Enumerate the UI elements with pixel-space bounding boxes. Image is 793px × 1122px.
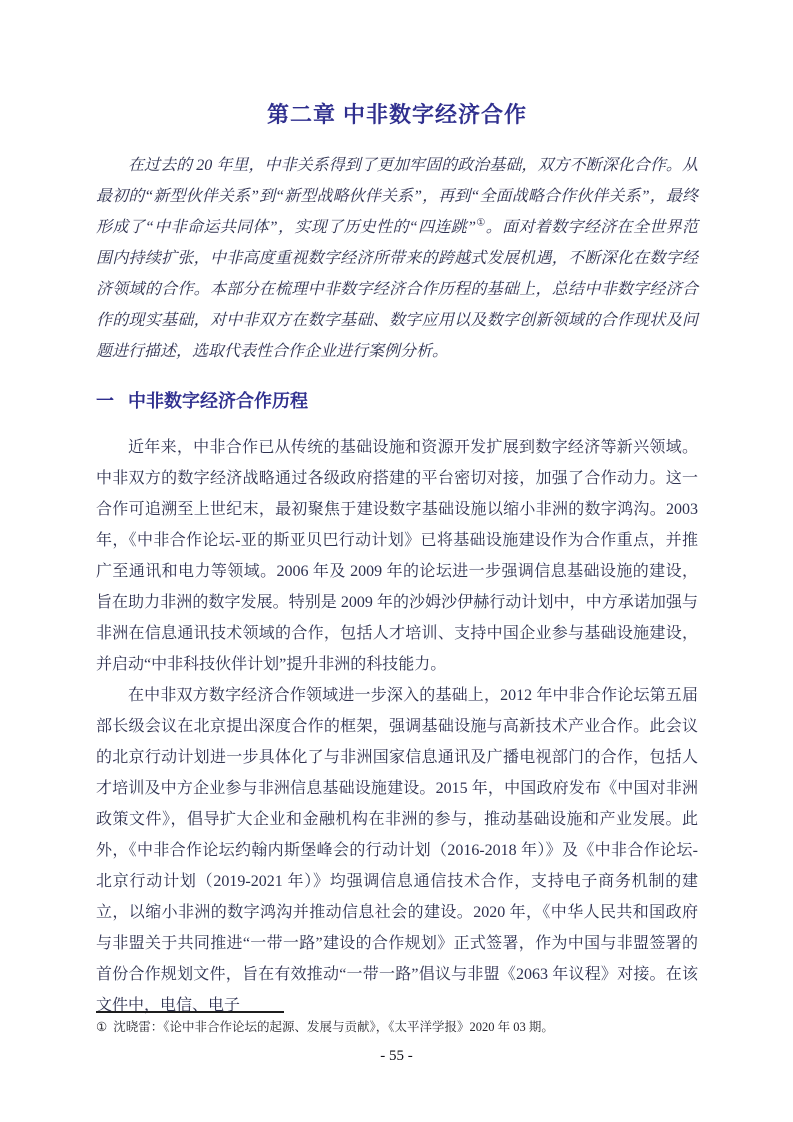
- section-heading: [96, 389, 698, 413]
- section-title: 中非数字经济合作历程: [128, 391, 308, 411]
- intro-paragraph: [96, 150, 698, 367]
- footnote: [96, 1018, 698, 1036]
- intro-text-after-ref: 。面对着数字经济在全世界范围内持续扩张，中非高度重视数字经济所带来的跨越式发展机遇，不断深化在数字经济领域的合作。本部分在梳理中非数字经济合作历程的基础上，总结中非数字经济合作的现实基础，对中非双方在数字基础、数字应用以及数字创新领域的合作现状及问题进行描述，选取代表性合作企业进行案例分析。: [96, 219, 698, 360]
- footnote-text: 沈晓雷：《论中非合作论坛的起源、发展与贡献》，《太平洋学报》2020 年 03 期。: [113, 1020, 554, 1034]
- footnote-ref-marker: ①: [476, 217, 486, 229]
- body-paragraph-3: 在中非双方数字经济合作领域进一步深入的基础上，2012 年中非合作论坛第五届部长级会议在北京提出深度合作的框架，强调基础设施与高新技术产业合作。此会议的北京行动计划进一步具体化了与非洲国家信息通讯及广播电视部门的合作，包括人才培训及中方企业参与非洲信息基础设施建设。2015 年，中国政府发布《中国对非洲政策文件》，倡导扩大企业和金融机构在非洲的参与，推动基础设施和产业发展。此外，《中非合作论坛约翰内斯堡峰会的行动计划（2016-2018 年）》及《中非合作论坛-北京行动计划（2019-2021 年）》均强调信息通信技术合作，支持电子商务机制的建立，以缩小非洲的数字鸿沟并推动信息社会的建设。2020 年，《中华人民共和国政府与非盟关于共同推进“一带一路”建设的合作规划》正式签署，作为中国与非盟签署的首份合作规划文件，旨在有效推动“一带一路”倡议与非盟《2063 年议程》对接。在该文件中，电信、电子: [96, 687, 698, 1014]
- page-number: - 55 -: [380, 1048, 413, 1064]
- section-number: 一: [96, 391, 114, 411]
- intro-text-before-ref: 在过去的 20 年里，中非关系得到了更加牢固的政治基础，双方不断深化合作。从最初的“新型伙伴关系”到“新型战略伙伴关系”，再到“全面战略合作伙伴关系”，最终形成了“中非命运共同体”，实现了历史性的“四连跳”: [96, 157, 698, 236]
- footnote-marker: ①: [96, 1020, 108, 1034]
- page-content: [96, 0, 698, 1021]
- footnote-separator-rule: [96, 1011, 284, 1013]
- body-paragraph-2: 近年来，中非合作已从传统的基础设施和资源开发扩展到数字经济等新兴领域。中非双方的数字经济战略通过各级政府搭建的平台密切对接，加强了合作动力。这一合作可追溯至上世纪末，最初聚焦于建设数字基础设施以缩小非洲的数字鸿沟。2003 年，《中非合作论坛-亚的斯亚贝巴行动计划》已将基础设施建设作为合作重点，并推广至通讯和电力等领域。2006 年及 2009 年的论坛进一步强调信息基础设施的建设，旨在助力非洲的数字发展。特别是 2009 年的沙姆沙伊赫行动计划中，中方承诺加强与非洲在信息通讯技术领域的合作，包括人才培训、支持中国企业参与基础设施建设，并启动“中非科技伙伴计划”提升非洲的科技能力。: [96, 439, 698, 673]
- chapter-title: 第二章 中非数字经济合作: [266, 102, 528, 127]
